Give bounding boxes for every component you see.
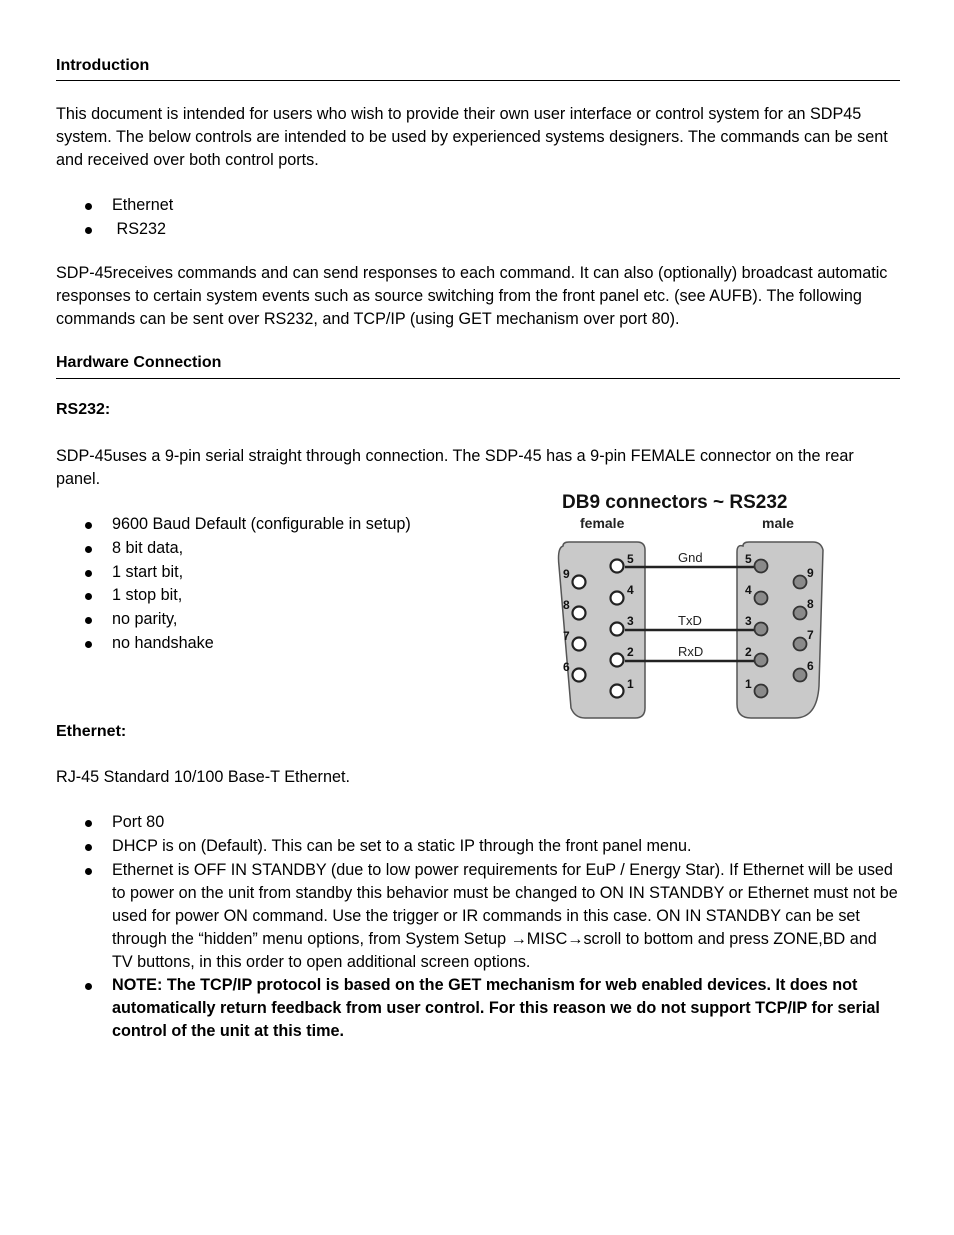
list-item: Ethernet is OFF IN STANDBY (due to low power requirements for EuP / Energy Star). If Ethernet will be used to power on the unit from standby this behavior must be changed to ON IN STANDBY or Ethernet must not be used for power ON command. Use the trigger or IR commands in this case. ON IN STANDBY can be set through the “hidden” menu options, from System Setup →MISC→scroll to bottom and press ZONE,BD and TV buttons, in this order to open additional screen options. — [56, 859, 900, 974]
male-pin-3 — [755, 623, 768, 636]
bullet-icon — [85, 983, 92, 990]
list-item: 1 stop bit, — [56, 584, 496, 608]
female-pin-6 — [573, 669, 586, 682]
rs232-settings-list — [56, 513, 496, 656]
male-pin-label: 4 — [745, 583, 752, 597]
female-pin-label: 7 — [563, 629, 570, 643]
bullet-icon — [85, 522, 92, 529]
bullet-icon — [85, 227, 92, 234]
male-pin-8 — [794, 607, 807, 620]
list-item: no parity, — [56, 608, 496, 632]
male-pin-label: 2 — [745, 645, 752, 659]
female-pin-7 — [573, 638, 586, 651]
female-pin-label: 3 — [627, 614, 634, 628]
female-pin-label: 6 — [563, 660, 570, 674]
rxd-label: RxD — [678, 644, 704, 659]
list-item: DHCP is on (Default). This can be set to a static IP through the front panel menu. — [56, 835, 900, 859]
list-item: 9600 Baud Default (configurable in setup) — [56, 513, 496, 537]
female-pin-label: 2 — [627, 645, 634, 659]
list-item: 8 bit data, — [56, 537, 496, 561]
female-pin-label: 8 — [563, 598, 570, 612]
female-pin-4 — [611, 592, 624, 605]
female-pin-2 — [611, 654, 624, 667]
male-pin-7 — [794, 638, 807, 651]
list-item: RS232 — [56, 218, 900, 242]
female-pin-label: 5 — [627, 552, 634, 566]
male-pin-label: 3 — [745, 614, 752, 628]
male-pin-6 — [794, 669, 807, 682]
note-item: NOTE: The TCP/IP protocol is based on the GET mechanism for web enabled devices. It does not automatically return feedback from user control. For this reason we do not support TCP/IP for serial control of the unit at this time. — [56, 974, 900, 1043]
gnd-label: Gnd — [678, 550, 703, 565]
ethernet-heading: Ethernet: — [56, 723, 127, 740]
female-pin-8 — [573, 607, 586, 620]
female-pin-9 — [573, 576, 586, 589]
intro-heading: Introduction — [56, 57, 150, 74]
list-item: Ethernet — [56, 194, 900, 218]
male-pin-label: 7 — [807, 628, 814, 642]
bullet-icon — [85, 546, 92, 553]
bullet-icon — [85, 641, 92, 648]
bullet-icon — [85, 844, 92, 851]
female-pin-label: 1 — [627, 677, 634, 691]
male-label: male — [762, 515, 794, 531]
bullet-icon — [85, 203, 92, 210]
txd-label: TxD — [678, 613, 702, 628]
rs232-paragraph: SDP-45uses a 9-pin serial straight through connection. The SDP-45 has a 9-pin FEMALE connector on the rear panel. — [56, 447, 854, 488]
list-item: Port 80 — [56, 811, 900, 835]
male-pin-label: 8 — [807, 597, 814, 611]
male-pin-5 — [755, 560, 768, 573]
bullet-icon — [85, 593, 92, 600]
female-label: female — [580, 515, 625, 531]
male-pin-2 — [755, 654, 768, 667]
intro-paragraph-1: This document is intended for users who wish to provide their own user interface or control system for an SDP45 system. The below controls are intended to be used by experienced systems designers. The commands can be sent and received over both control ports. — [56, 105, 888, 169]
db9-connector-diagram — [555, 486, 830, 724]
female-pin-label: 9 — [563, 567, 570, 581]
male-pin-9 — [794, 576, 807, 589]
list-item: no handshake — [56, 632, 496, 656]
ethernet-list — [56, 811, 900, 1043]
intro-paragraph-2: SDP-45receives commands and can send responses to each command. It can also (optionally) broadcast automatic responses to certain system events such as source switching from the front panel etc. (see AUFB). The following commands can be sent over RS232, and TCP/IP (using GET mechanism over port 80). — [56, 264, 888, 328]
male-pin-4 — [755, 592, 768, 605]
female-pin-1 — [611, 685, 624, 698]
hardware-rule — [56, 378, 900, 379]
bullet-icon — [85, 617, 92, 624]
male-pin-label: 6 — [807, 659, 814, 673]
ethernet-paragraph: RJ-45 Standard 10/100 Base-T Ethernet. — [56, 768, 350, 786]
rs232-heading: RS232: — [56, 401, 111, 418]
male-pin-label: 5 — [745, 552, 752, 566]
female-pin-5 — [611, 560, 624, 573]
bullet-icon — [85, 868, 92, 875]
list-item: 1 start bit, — [56, 561, 496, 585]
female-pin-label: 4 — [627, 583, 634, 597]
diagram-title: DB9 connectors ~ RS232 — [562, 492, 788, 513]
male-pin-label: 1 — [745, 677, 752, 691]
hardware-heading: Hardware Connection — [56, 354, 222, 371]
bullet-icon — [85, 820, 92, 827]
female-pin-3 — [611, 623, 624, 636]
control-ports-list — [56, 194, 900, 242]
intro-rule — [56, 80, 900, 81]
bullet-icon — [85, 570, 92, 577]
male-pin-label: 9 — [807, 566, 814, 580]
male-pin-1 — [755, 685, 768, 698]
